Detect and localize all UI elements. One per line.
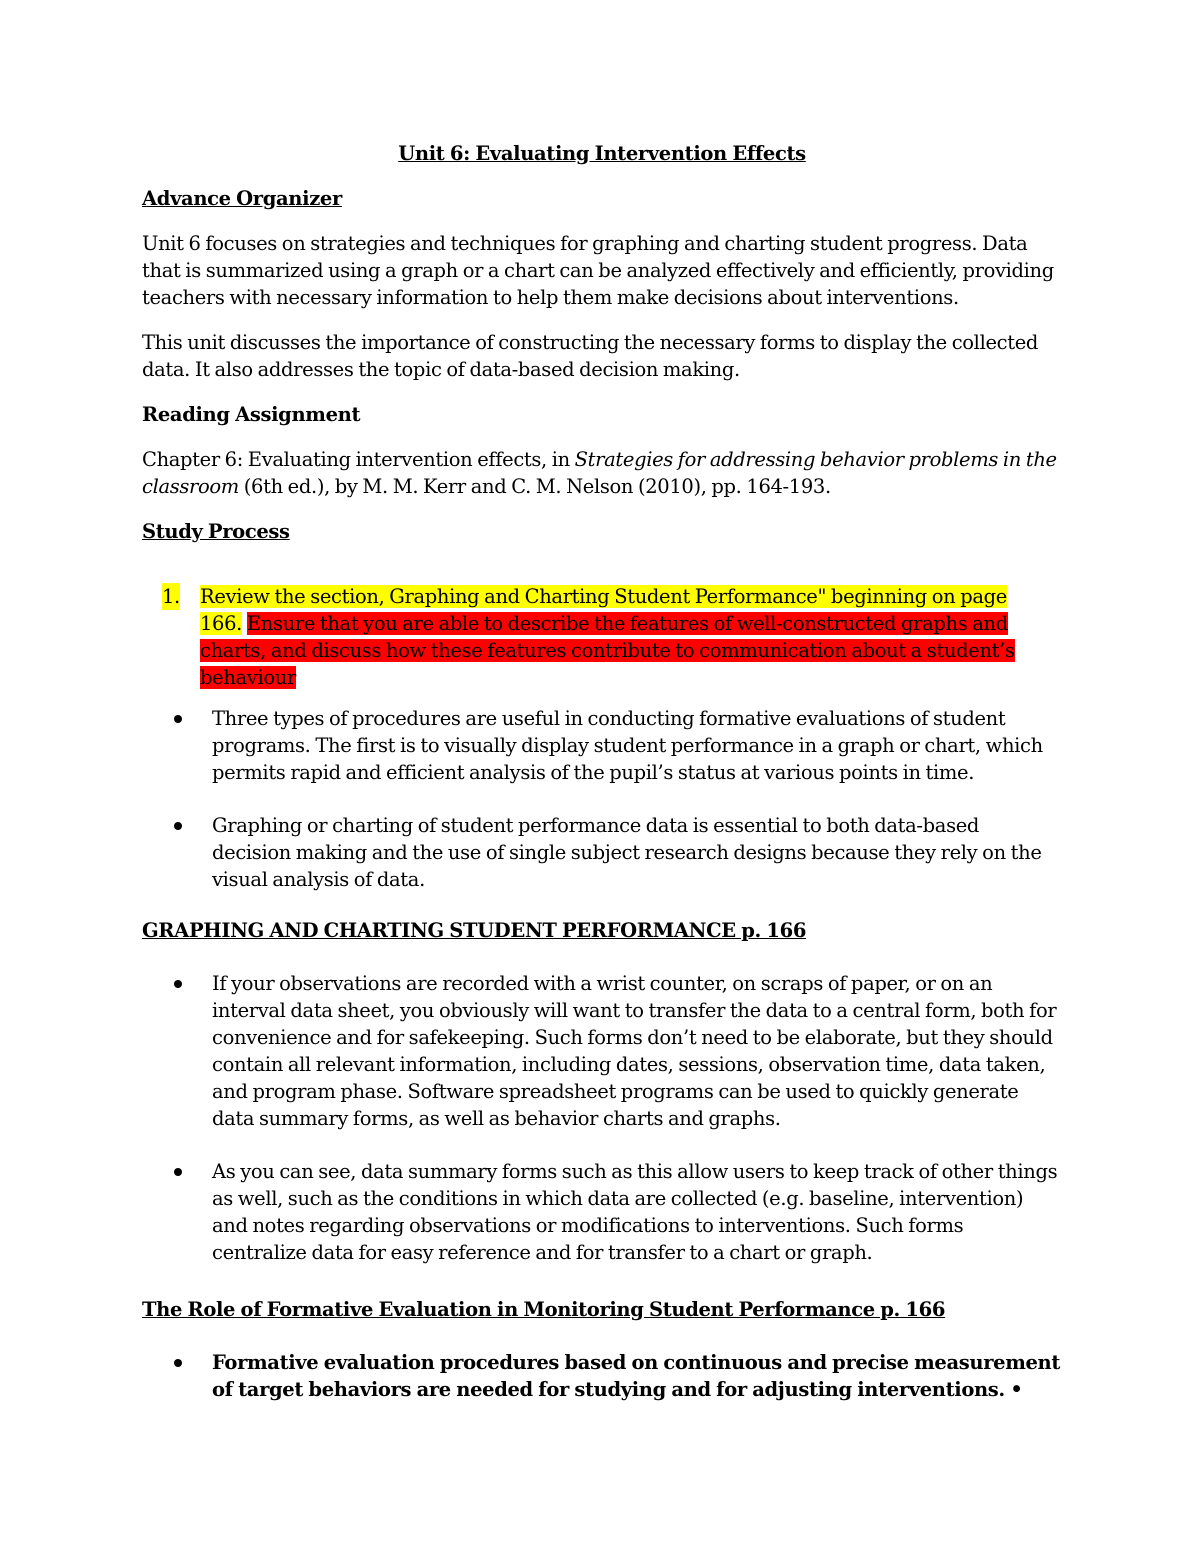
bullet-text: Graphing or charting of student performance data is essential to both data-based decision making and the use of single subject research designs because they rely on the visual analysis of data. [212,814,1042,891]
book-title: Strategies for addressing behavior problems in the classroom [142,448,1057,498]
study-process-heading: Study Process [142,520,290,543]
document-title: Unit 6: Evaluating Intervention Effects [398,142,806,165]
advance-organizer-paragraph-1: Unit 6 focuses on strategies and techniques for graphing and charting student progress. Data that is summarized using a graph or a chart can be analyzed effectively and efficiently, providing teachers with necessary information to help them make decisions about interventions. [142,232,1054,309]
document-page [142,140,1062,1427]
list-item [142,812,1062,893]
advance-organizer-heading: Advance Organizer [142,187,342,210]
list-item [142,970,1062,1132]
graphing-section-bullets [142,970,1062,1266]
bullet-icon [174,980,182,988]
advance-organizer-paragraph-2: This unit discusses the importance of constructing the necessary forms to display the collected data. It also addresses the topic of data-based decision making. [142,331,1039,381]
bullet-text: Formative evaluation procedures based on continuous and precise measurement of target behaviors are needed for studying and for adjusting interventions. • [212,1351,1061,1401]
highlighted-yellow-text: Review the section, Graphing and Charting Student Performance" beginning on page 166. [200,585,1007,635]
bullet-icon [174,822,182,830]
reading-post: (6th ed.), by M. M. Kerr and C. M. Nelson (2010), pp. 164-193. [238,475,831,498]
bullet-icon [174,1359,182,1367]
graphing-section-heading: GRAPHING AND CHARTING STUDENT PERFORMANCE p. 166 [142,919,807,942]
reading-assignment-heading: Reading Assignment [142,403,361,426]
bullet-text: Three types of procedures are useful in conducting formative evaluations of student programs. The first is to visually display student performance in a graph or chart, which permits rapid and efficient analysis of the pupil’s status at various points in time. [212,707,1043,784]
item-number: 1. [162,585,180,608]
highlighted-red-text: Ensure that you are able to describe the features of well-constructed graphs and charts, and discuss how these features contribute to communication about a student’s behaviour [200,612,1015,689]
study-process-item-1 [142,583,1022,691]
study-process-bullets [142,705,1062,893]
list-item [142,705,1062,786]
formative-section-bullets [142,1349,1062,1403]
bullet-text: If your observations are recorded with a wrist counter, on scraps of paper, or on an interval data sheet, you obviously will want to transfer the data to a central form, both for convenience and for safekeeping. Such forms don’t need to be elaborate, but they should contain all relevant information, including dates, sessions, observation time, data taken, and program phase. Software spreadsheet programs can be used to quickly generate data summary forms, as well as behavior charts and graphs. [212,972,1057,1130]
list-item [142,1158,1062,1266]
list-item [142,1349,1062,1403]
reading-pre: Chapter 6: Evaluating intervention effects, in [142,448,575,471]
formative-section-heading: The Role of Formative Evaluation in Monitoring Student Performance p. 166 [142,1298,946,1321]
bullet-text: As you can see, data summary forms such as this allow users to keep track of other things as well, such as the conditions in which data are collected (e.g. baseline, intervention) and notes regarding observations or modifications to interventions. Such forms centralize data for easy reference and for transfer to a chart or graph. [212,1160,1058,1264]
reading-assignment-paragraph [142,446,1062,500]
bullet-icon [174,715,182,723]
study-process-numbered-list [142,583,1062,691]
bullet-icon [174,1168,182,1176]
